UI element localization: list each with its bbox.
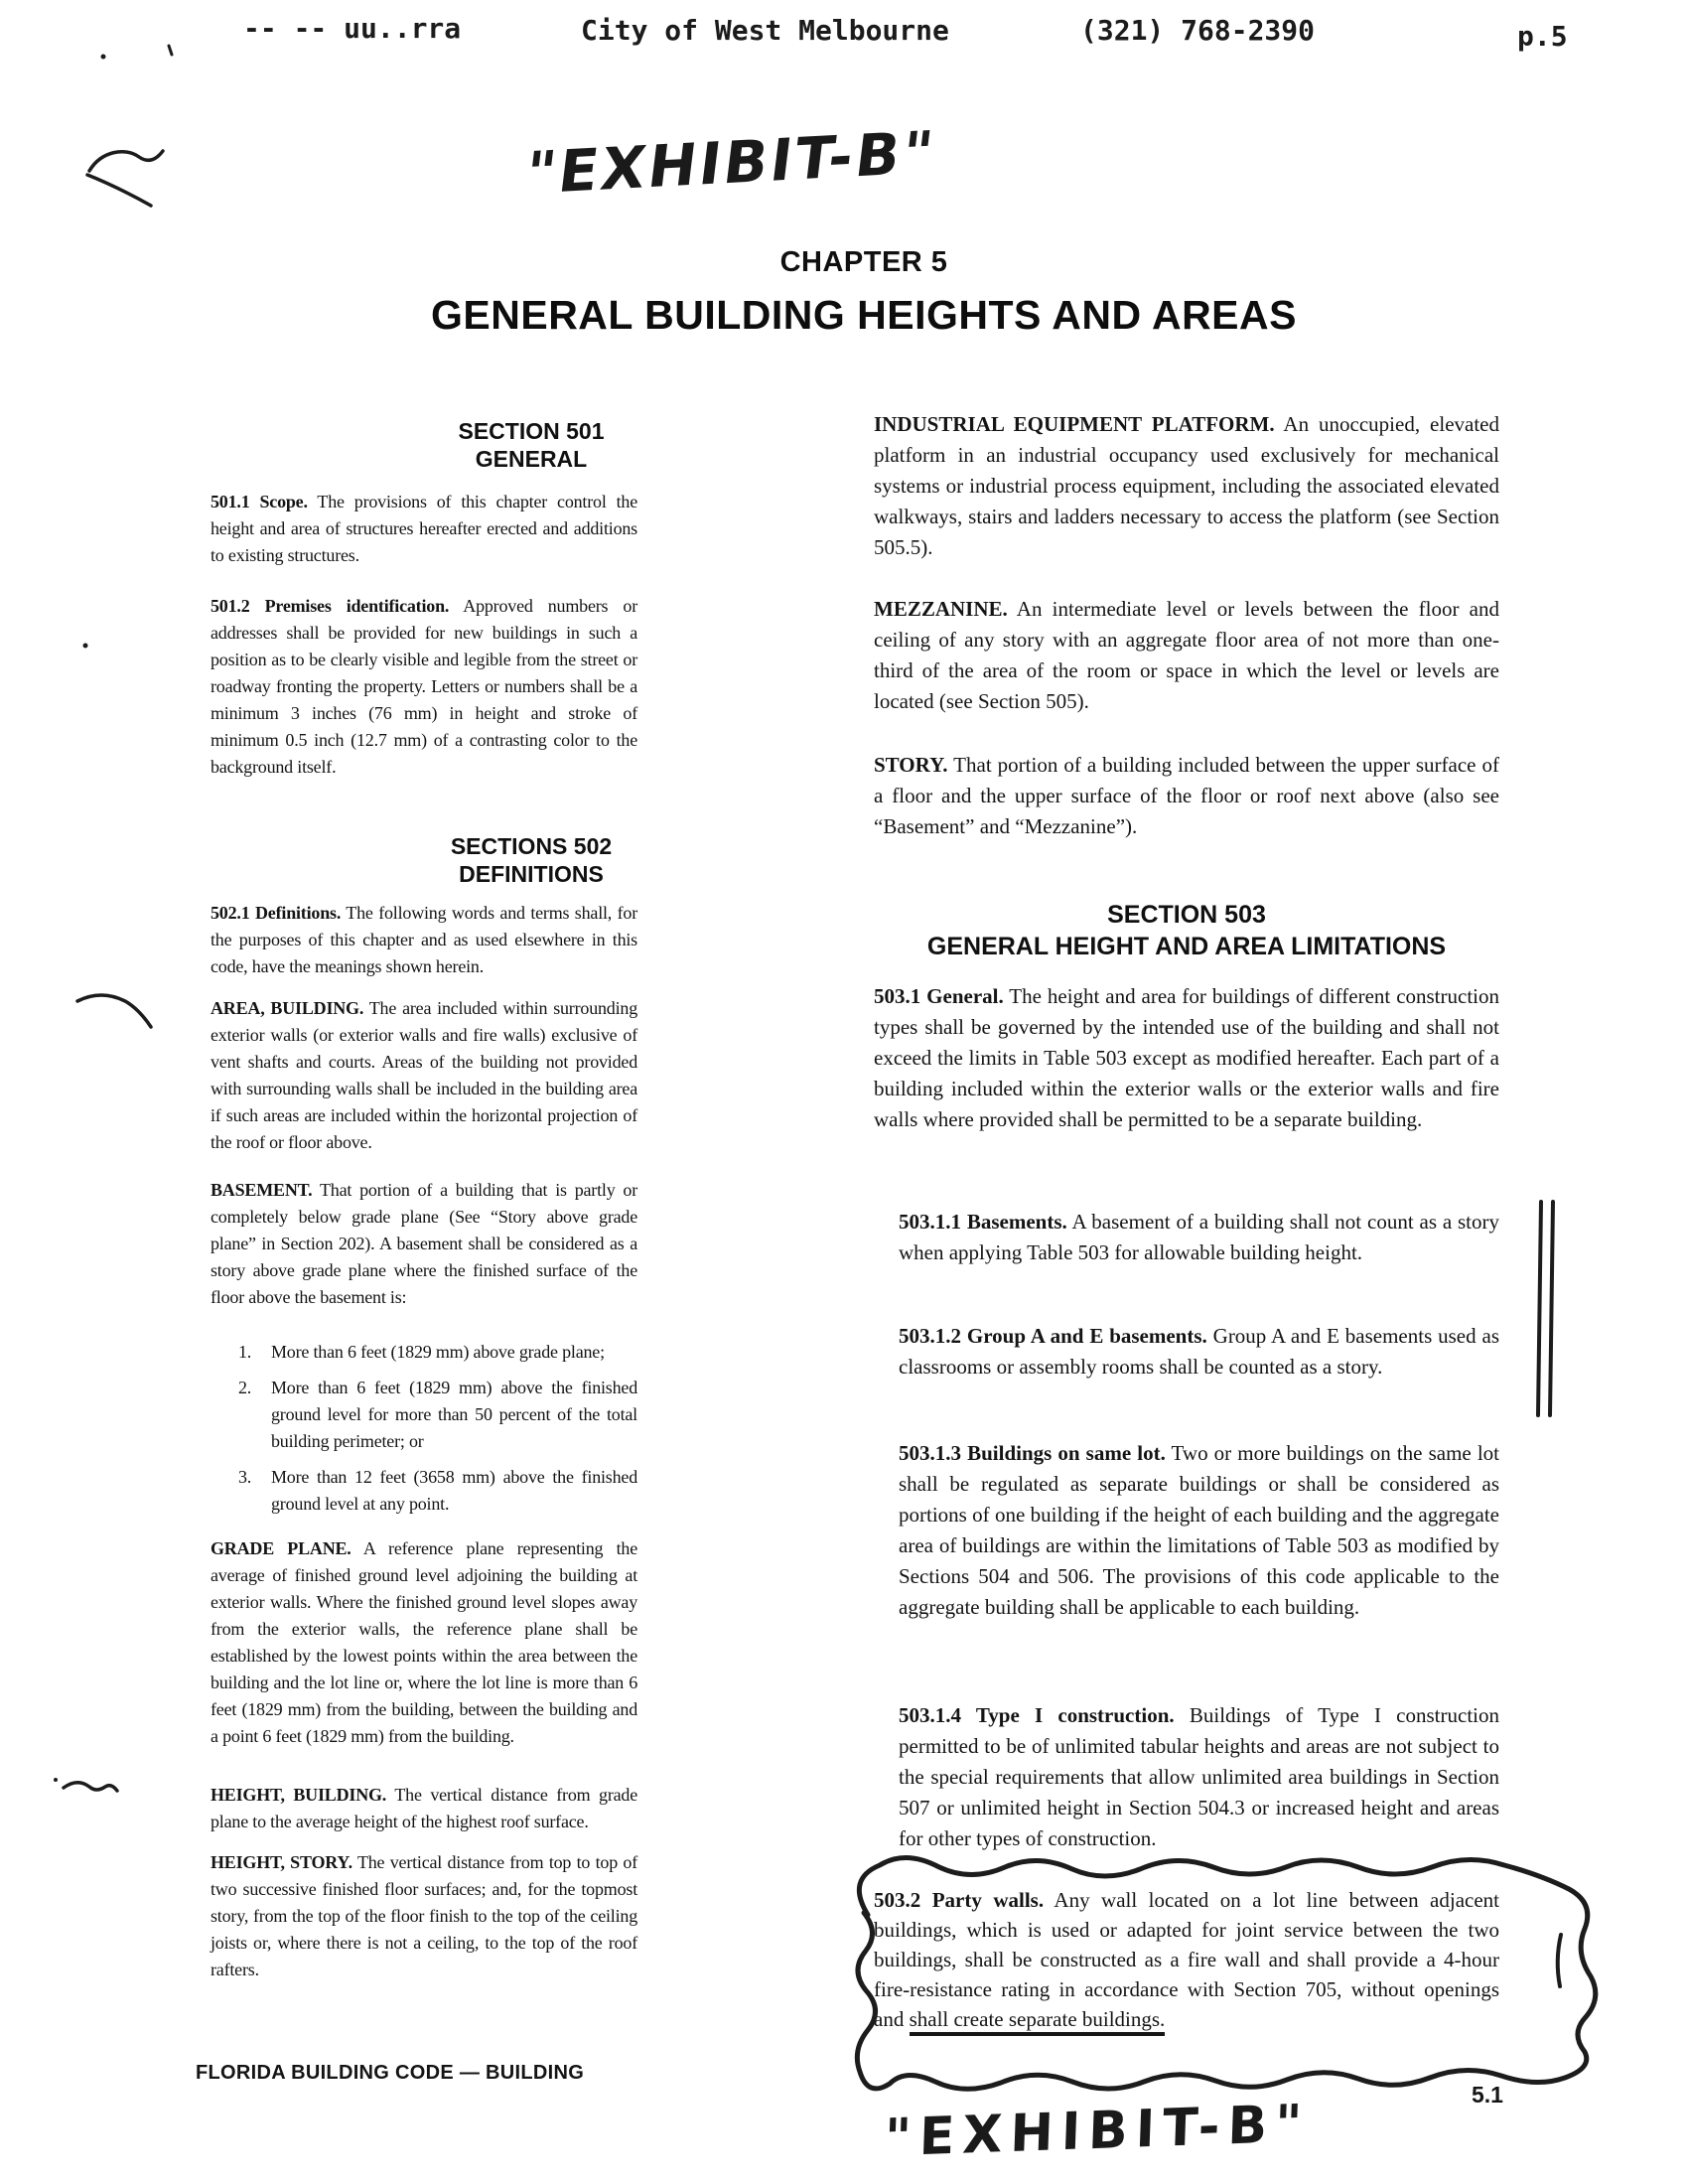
definition-grade-plane-body: A reference plane representing the average of finished ground level adjoining the building at exterior walls. Where the finished ground level slopes away from the exterior walls, the reference plane shall be established by the lowest points within the area between the building and the lot line or, where the lot line is more than 6 feet (1829 mm) from the building, between the building and a point 6 feet (1829 mm) from the building.: [211, 1538, 638, 1746]
chapter-label: CHAPTER 5: [779, 246, 948, 278]
paragraph-503-1-body: The height and area for buildings of different construction types shall be governed by the intended use of the building and shall not exceed the limits in Table 503 except as modified hereafter. Each part of a building included within the exterior walls or the exterior walls and fire walls where provided shall be permitted to be a separate building.: [874, 984, 1500, 1131]
definition-area-building-lead: AREA, BUILDING.: [211, 998, 364, 1018]
paragraph-503-2: [874, 1885, 1499, 2034]
page-title: GENERAL BUILDING HEIGHTS AND AREAS: [431, 292, 1297, 338]
paragraph-503-1-lead: 503.1 General.: [874, 984, 1004, 1008]
fax-page-number: p.5: [1517, 20, 1568, 53]
section-502-line1: SECTIONS 502: [450, 833, 613, 859]
definition-basement-lead: BASEMENT.: [211, 1180, 313, 1200]
margin-squiggle-top-icon: [89, 151, 163, 171]
section-501-line2: GENERAL: [475, 446, 588, 472]
list-item: [238, 1339, 637, 1366]
list-item-text: More than 12 feet (3658 mm) above the finished ground level at any point.: [271, 1467, 637, 1514]
list-item-text: More than 6 feet (1829 mm) above grade plane;: [271, 1342, 605, 1362]
section-501-header: [298, 417, 765, 473]
list-item: [238, 1464, 637, 1518]
paragraph-502-1-body: The following words and terms shall, for the purposes of this chapter and as used elsewhere in this code, have the meanings shown herein.: [211, 903, 638, 976]
paragraph-501-1-lead: 501.1 Scope.: [211, 492, 308, 511]
definition-industrial-platform-lead: INDUSTRIAL EQUIPMENT PLATFORM.: [874, 412, 1275, 436]
definition-height-building-lead: HEIGHT, BUILDING.: [211, 1785, 387, 1805]
definition-area-building-body: The area included within surrounding exterior walls (or exterior walls and fire walls) exclusive of vent shafts and courts. Areas of the building not provided with surrounding walls shall be included in the building area if such areas are included within the horizontal projection of the roof or floor above.: [211, 998, 637, 1152]
definition-story-body: That portion of a building included between the upper surface of a floor and the upper surface of the floor or roof next above (also see “Basement” and “Mezzanine”).: [874, 753, 1499, 838]
exhibit-b-handwriting-bottom: [874, 2084, 1370, 2183]
paragraph-503-1: [874, 981, 1499, 1135]
definition-basement-body: That portion of a building that is partly or completely below grade plane (See “Story above grade plane” in Section 202). A basement shall be considered as a story above grade plane where the finished surface of the floor above the basement is:: [211, 1180, 637, 1307]
paragraph-503-1-2-lead: 503.1.2 Group A and E basements.: [899, 1324, 1207, 1348]
definition-grade-plane-lead: GRADE PLANE.: [211, 1538, 352, 1558]
paragraph-501-2-body: Approved numbers or addresses shall be provided for new buildings in such a position as to be clearly visible and legible from the street or roadway fronting the property. Letters or numbers shall be a minimum 3 inches (76 mm) in height and stroke of minimum 0.5 inch (12.7 mm) of a contrasting color to the background itself.: [211, 596, 638, 777]
definition-mezzanine-lead: MEZZANINE.: [874, 597, 1008, 621]
list-item-number: 2.: [238, 1378, 252, 1397]
section-503-header: [874, 899, 1499, 962]
paragraph-503-1-3-body: Two or more buildings on the same lot shall be regulated as separate buildings or shall be considered as portions of one building if the height of each building and the aggregate area of buildings are within the limitations of Table 503 as modified by Sections 504 and 506. The provisions of this code applicable to the aggregate building shall be applicable to each building.: [899, 1441, 1499, 1619]
definition-area-building: [211, 995, 637, 1156]
exhibit-b-top-text: "EXHIBIT-B": [521, 118, 940, 208]
speck-icon: [169, 46, 172, 55]
paragraph-503-2-underlined: shall create separate buildings.: [910, 2007, 1166, 2036]
list-item-text: More than 6 feet (1829 mm) above the finished ground level for more than 50 percent of the total building perimeter; or: [271, 1378, 637, 1451]
paragraph-503-2-body: Any wall located on a lot line between adjacent buildings, which is used or adapted for joint service between the two buildings, shall be constructed as a fire wall and shall provide a 4-hour fire-resistance rating in accordance with Section 705, without openings and: [874, 1888, 1499, 2031]
definition-story-lead: STORY.: [874, 753, 948, 777]
paragraph-501-1-body: The provisions of this chapter control the height and area of structures hereafter erected and additions to existing structures.: [211, 492, 637, 565]
document-footer: FLORIDA BUILDING CODE — BUILDING: [196, 2062, 585, 2084]
speck-icon: [54, 1778, 58, 1782]
definition-industrial-platform: [874, 409, 1499, 563]
definition-height-story-lead: HEIGHT, STORY.: [211, 1852, 352, 1872]
paragraph-503-1-1: [899, 1207, 1499, 1268]
definition-industrial-platform-body: An unoccupied, elevated platform in an industrial occupancy used exclusively for mechanical systems or industrial process equipment, including the associated elevated walkways, stairs and ladders necessary to access the platform (see Section 505.5).: [874, 412, 1499, 559]
margin-check-area-icon: [77, 995, 151, 1027]
exhibit-b-handwriting-top: [521, 85, 1003, 224]
paragraph-501-2-lead: 501.2 Premises identification.: [211, 596, 450, 616]
revision-bars: [1538, 1202, 1553, 1415]
paragraph-503-1-3-lead: 503.1.3 Buildings on same lot.: [899, 1441, 1166, 1465]
definition-height-story: [211, 1849, 637, 1983]
fax-sender: City of West Melbourne: [581, 14, 949, 47]
paragraph-503-1-4: [899, 1700, 1499, 1854]
fax-phone: (321) 768-2390: [1080, 14, 1316, 47]
printed-page-number: 5.1: [1472, 2082, 1503, 2108]
section-502-line2: DEFINITIONS: [459, 861, 604, 887]
definition-basement: [211, 1177, 637, 1311]
paragraph-503-1-2: [899, 1321, 1499, 1383]
definition-story: [874, 750, 1499, 842]
definition-height-story-body: The vertical distance from top to top of two successive finished floor surfaces; and, for the topmost story, from the top of the floor finish to the top of the ceiling joists or, where there is not a ceiling, to the top of the roof rafters.: [211, 1852, 637, 1979]
paragraph-503-1-3: [899, 1438, 1499, 1623]
section-503-line2: GENERAL HEIGHT AND AREA LIMITATIONS: [926, 933, 1447, 960]
definition-grade-plane: [211, 1535, 637, 1750]
exhibit-b-bottom-text: "EXHIBIT-B": [883, 2094, 1312, 2169]
basement-criteria-list: [238, 1339, 637, 1527]
definition-mezzanine: [874, 594, 1499, 717]
paragraph-503-1-4-lead: 503.1.4 Type I construction.: [899, 1703, 1175, 1727]
definition-height-building-body: The vertical distance from grade plane to the average height of the highest roof surface.: [211, 1785, 637, 1831]
margin-check-height-icon: [64, 1783, 117, 1791]
paragraph-501-2: [211, 593, 637, 781]
paragraph-502-1-lead: 502.1 Definitions.: [211, 903, 342, 923]
definition-height-building: [211, 1782, 637, 1835]
section-502-header: [298, 832, 765, 888]
section-501-line1: SECTION 501: [458, 418, 605, 444]
list-item-number: 3.: [238, 1467, 252, 1487]
paragraph-503-2-lead: 503.2 Party walls.: [874, 1888, 1045, 1912]
speck-icon: [101, 55, 106, 60]
fax-timestamp-garbled: -- -- uu..rra: [243, 12, 462, 45]
list-item-number: 1.: [238, 1342, 252, 1362]
paragraph-503-1-1-lead: 503.1.1 Basements.: [899, 1210, 1067, 1234]
paragraph-502-1: [211, 900, 637, 980]
list-item: [238, 1375, 637, 1455]
paragraph-503-1-4-body: Buildings of Type I construction permitted to be of unlimited tabular heights and areas are not subject to the special requirements that allow unlimited area buildings in Section 507 or unlimited height in Section 504.3 or increased height and areas for other types of construction.: [899, 1703, 1499, 1850]
section-503-line1: SECTION 503: [1107, 901, 1266, 929]
paragraph-503-1-2-body: Group A and E basements used as classrooms or assembly rooms shall be counted as a story.: [899, 1324, 1499, 1379]
definition-mezzanine-body: An intermediate level or levels between the floor and ceiling of any story with an aggregate floor area of not more than one-third of the area of the room or space in which the level or levels are located (see Section 505).: [874, 597, 1499, 713]
speck-icon: [83, 644, 88, 649]
revision-bar-503-2: [1558, 1935, 1561, 1986]
paragraph-501-1: [211, 489, 637, 569]
paragraph-503-1-1-body: A basement of a building shall not count as a story when applying Table 503 for allowable building height.: [899, 1210, 1499, 1264]
